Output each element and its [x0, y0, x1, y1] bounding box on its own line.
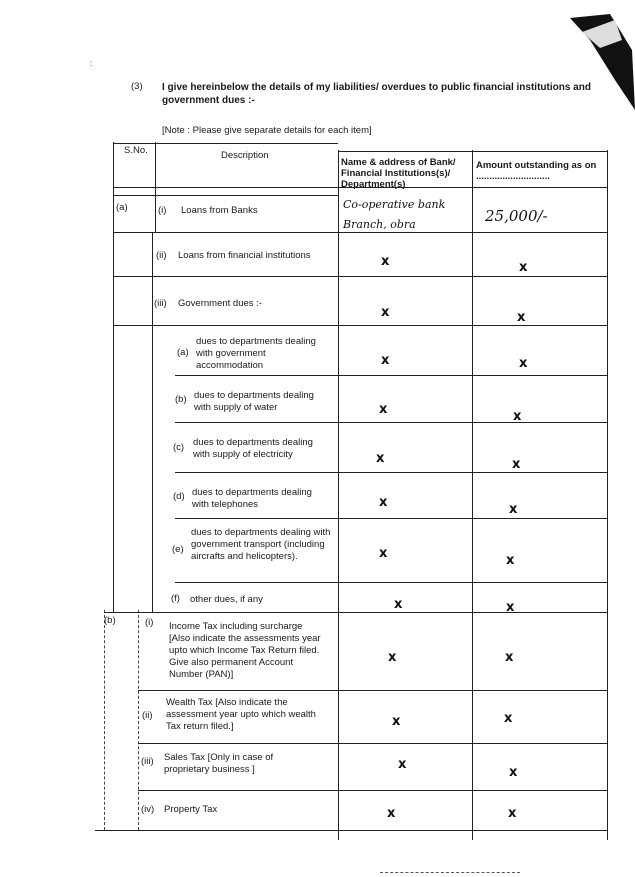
row-number: (e)	[172, 544, 184, 555]
bank-mark: x	[379, 402, 388, 417]
bank-mark: x	[379, 546, 388, 561]
amount-mark: x	[509, 502, 518, 517]
amount-mark: x	[508, 806, 517, 821]
bank-mark: x	[379, 495, 388, 510]
row-number: (ii)	[156, 250, 167, 261]
bank-mark: x	[381, 254, 390, 269]
row-label: other dues, if any	[190, 594, 263, 605]
row-label: Income Tax including surcharge [Also indicate the assessments year upto which Income Tax Return filed. Give also permanent Account Number (PAN)]	[169, 621, 321, 680]
item-number: (3)	[131, 81, 143, 92]
declaration-text: I give hereinbelow the details of my liabilities/ overdues to public financial institutions and government dues :-	[162, 82, 591, 106]
section-b-number: (b)	[104, 615, 116, 626]
amount-mark: x	[519, 260, 528, 275]
scan-dot: :	[90, 59, 93, 68]
bank-mark: x	[376, 451, 385, 466]
section-a-number: (a)	[116, 202, 128, 213]
header-description: Description	[221, 150, 269, 161]
row-number: (c)	[173, 442, 185, 453]
row-number: (iv)	[141, 804, 155, 815]
amount-handwritten: 25,000/-	[485, 207, 548, 225]
row-label: Loans from financial institutions	[178, 250, 311, 261]
row-number: (d)	[173, 491, 185, 502]
amount-mark: x	[517, 310, 526, 325]
row-label: Sales Tax [Only in case of proprietary business ]	[164, 752, 274, 775]
amount-mark: x	[519, 356, 528, 371]
bank-mark: x	[394, 597, 403, 612]
scan-edge-marks	[380, 872, 520, 875]
bank-name-handwritten: Co-operative bank Branch, obra	[343, 198, 446, 231]
bank-mark: x	[381, 353, 390, 368]
amount-mark: x	[505, 650, 514, 665]
bank-mark: x	[398, 757, 407, 772]
row-label: dues to departments dealing with supply of electricity	[193, 437, 313, 460]
row-number: (a)	[177, 347, 189, 358]
header-bank: Name & address of Bank/ Financial Institutions(s)/ Department(s)	[341, 157, 456, 190]
row-number: (iii)	[141, 756, 154, 767]
bank-mark: x	[388, 650, 397, 665]
row-label: Wealth Tax [Also indicate the assessment year upto which wealth Tax return filed.]	[166, 697, 316, 732]
row-label: Property Tax	[164, 804, 218, 815]
amount-mark: x	[506, 553, 515, 568]
row-label: dues to departments dealing with government transport (including aircrafts and helicopters).	[191, 527, 331, 562]
header-amount: Amount outstanding as on ............................	[476, 160, 597, 182]
bank-mark: x	[392, 714, 401, 729]
row-label: dues to departments dealing with telephones	[192, 487, 312, 510]
header-sno: S.No.	[124, 145, 148, 156]
row-number: (iii)	[154, 298, 167, 309]
amount-mark: x	[512, 457, 521, 472]
bank-mark: x	[387, 806, 396, 821]
row-label: dues to departments dealing with government accommodation	[196, 336, 316, 371]
row-number: (b)	[175, 394, 187, 405]
amount-mark: x	[506, 600, 515, 615]
bank-mark: x	[381, 305, 390, 320]
row-number: (i)	[145, 617, 154, 628]
row-number: (ii)	[142, 710, 153, 721]
amount-mark: x	[509, 765, 518, 780]
row-number: (i)	[158, 205, 167, 216]
row-label: Government dues :-	[178, 298, 262, 309]
note-text: [Note : Please give separate details for each item]	[162, 125, 372, 136]
amount-mark: x	[513, 409, 522, 424]
row-number: (f)	[171, 593, 180, 604]
row-label: Loans from Banks	[181, 205, 258, 216]
row-label: dues to departments dealing with supply of water	[194, 390, 314, 413]
amount-mark: x	[504, 711, 513, 726]
